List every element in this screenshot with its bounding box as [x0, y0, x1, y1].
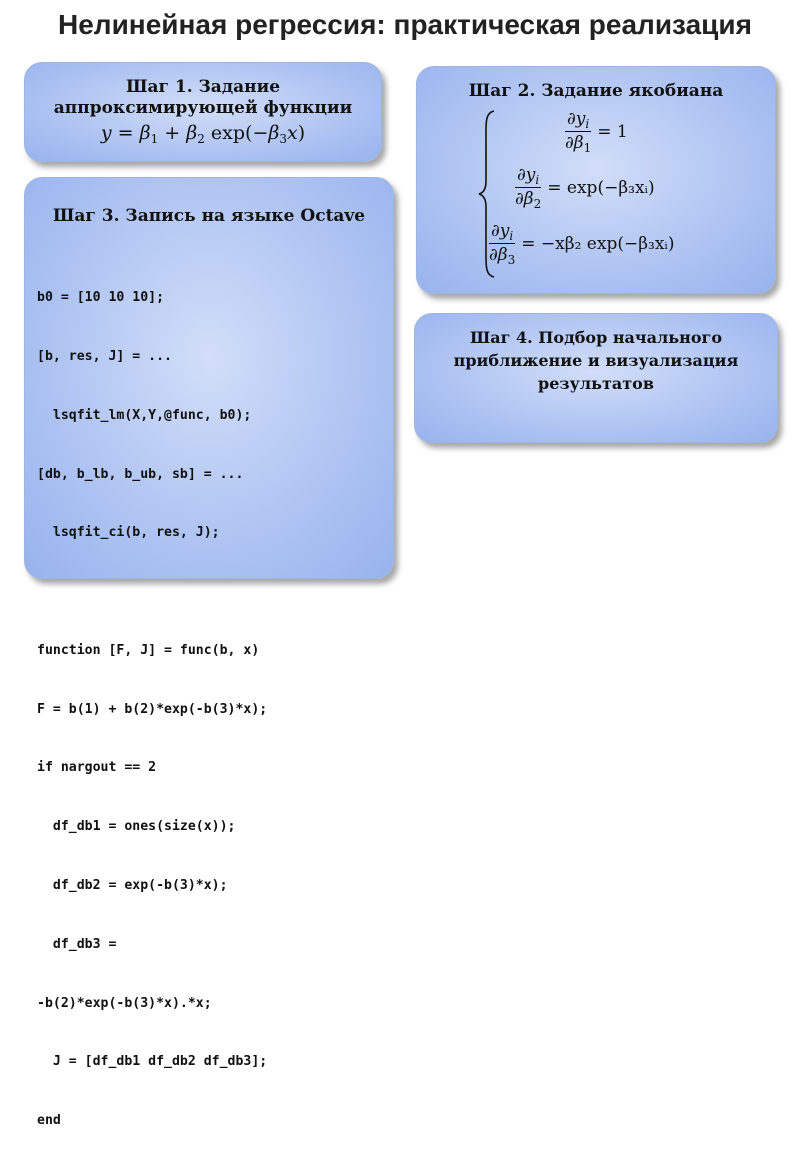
octave-code-block	[37, 249, 393, 1170]
step4-text	[415, 326, 777, 395]
jacobian-eq-2: $\frac{\partial y_i}{\partial\beta_2}$ = exp(−β₃xᵢ)	[515, 165, 655, 211]
step2-box	[416, 66, 776, 294]
step2-heading: Шаг 2. Задание якобиана	[468, 81, 724, 101]
step1-box	[24, 62, 382, 162]
code-line: [db, b_lb, b_ub, sb] = ...	[37, 466, 244, 482]
step3-box	[24, 177, 394, 1129]
code-line: F = b(1) + b(2)*exp(-b(3)*x);	[37, 701, 268, 717]
code-line: df_db3 =	[37, 936, 117, 952]
jacobian-eq-3: $\frac{\partial y_i}{\partial\beta_3}$ = −xβ₂ exp(−β₃xᵢ)	[489, 221, 675, 267]
approximating-function-formula: $y = \beta_1 + \beta_2$ $\exp(-\beta_3x)$	[100, 122, 306, 146]
code-line: df_db1 = ones(size(x));	[37, 819, 236, 835]
step4-box	[414, 313, 778, 443]
code-line: function [F, J] = func(b, x)	[37, 642, 260, 658]
jacobian-eq-1: $\frac{\partial y_i}{\partial\beta_1}$ = 1	[565, 109, 628, 155]
step4-line2: приближение и визуализация	[453, 351, 739, 370]
step1-heading-line2: аппроксимирующей функции	[53, 98, 353, 118]
code-line: J = [df_db1 df_db2 df_db3];	[37, 1054, 268, 1070]
step4-line1: Шаг 4. Подбор начального	[469, 328, 722, 347]
code-line: df_db2 = exp(-b(3)*x);	[37, 878, 228, 893]
step1-heading	[25, 77, 381, 119]
code-line: lsqfit_ci(b, res, J);	[37, 525, 220, 541]
code-line: [b, res, J] = ...	[37, 348, 172, 364]
code-line: b0 = [10 10 10];	[37, 290, 165, 306]
step4-line3: результатов	[538, 374, 654, 393]
slide-title: Нелинейная регрессия: практическая реализация	[58, 9, 752, 40]
code-line: -b(2)*exp(-b(3)*x).*x;	[37, 995, 212, 1011]
code-line	[37, 582, 393, 602]
code-line: lsqfit_lm(X,Y,@func, b0);	[37, 407, 252, 423]
code-line: end	[37, 1113, 61, 1129]
code-line: if nargout == 2	[37, 760, 157, 776]
step1-heading-line1: Шаг 1. Задание	[125, 77, 281, 97]
step3-heading: Шаг 3. Запись на языке Octave	[52, 206, 366, 226]
